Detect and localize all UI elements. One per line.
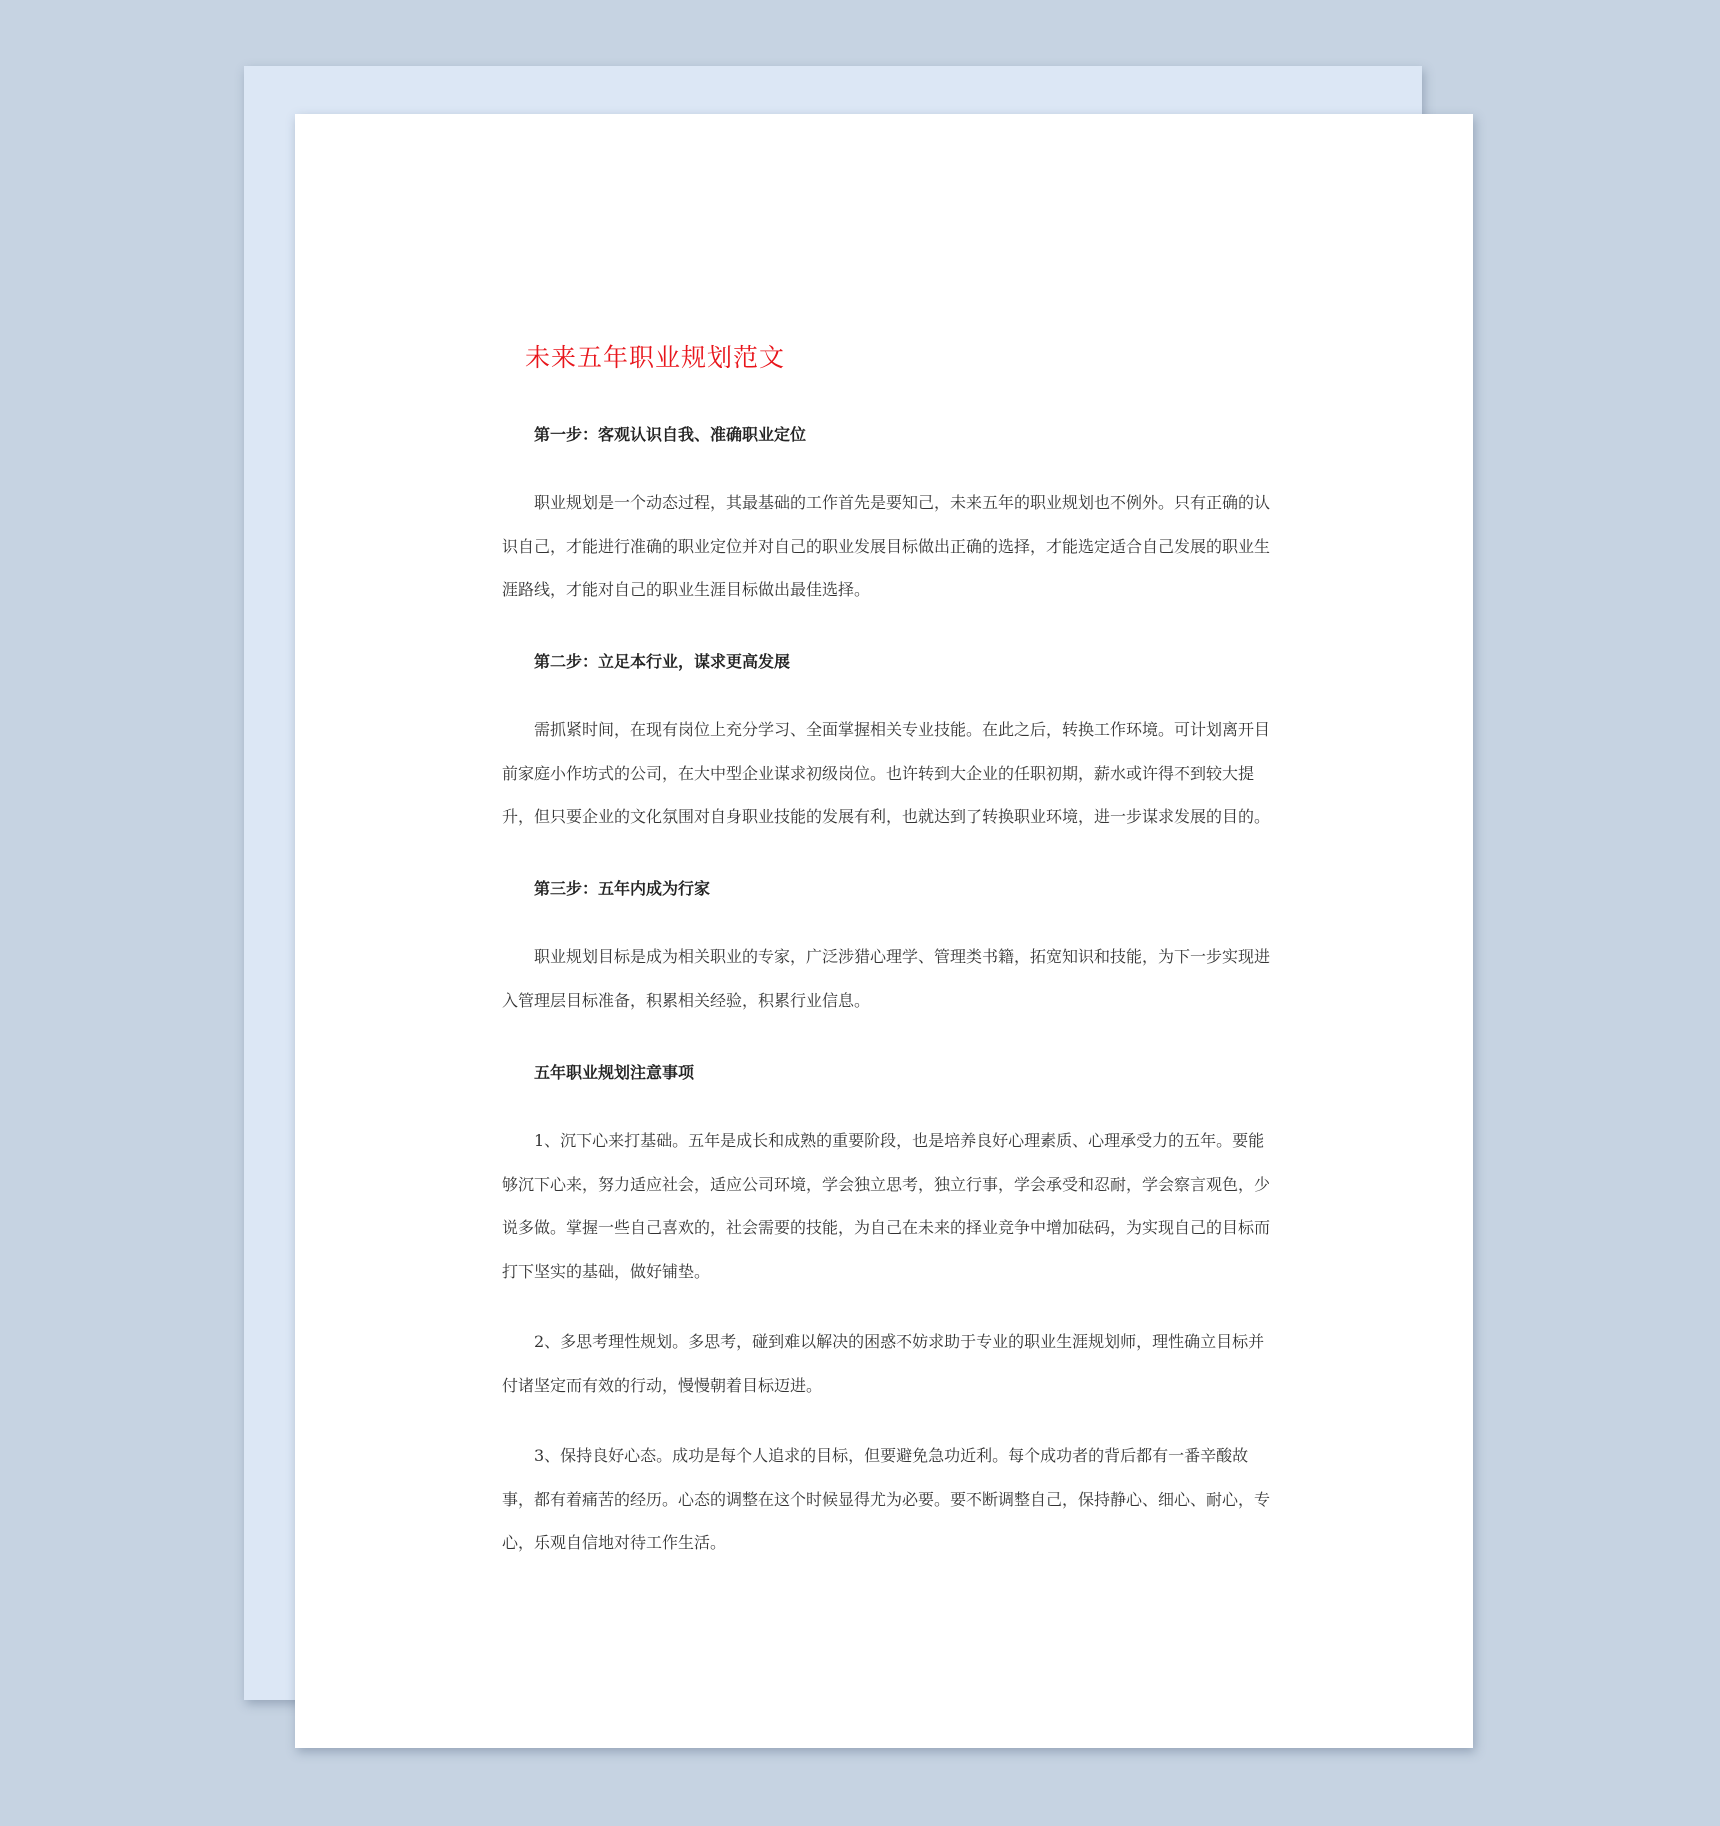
paragraph-step-2: 需抓紧时间，在现有岗位上充分学习、全面掌握相关专业技能。在此之后，转换工作环境。可计划离开目前家庭小作坊式的公司，在大中型企业谋求初级岗位。也许转到大企业的任职初期，薪水或许得不到较大提升，但只要企业的文化氛围对自身职业技能的发展有利，也就达到了转换职业环境，进一步谋求发展的目的。 [502,720,1271,826]
paragraph-note-1: 1、沉下心来打基础。五年是成长和成熟的重要阶段，也是培养良好心理素质、心理承受力的五年。要能够沉下心来，努力适应社会，适应公司环境，学会独立思考，独立行事，学会承受和忍耐，学会察言观色，少说多做。掌握一些自己喜欢的，社会需要的技能，为自己在未来的择业竞争中增加砝码，为实现自己的目标而打下坚实的基础，做好铺垫。 [502,1131,1271,1281]
section-heading-notes: 五年职业规划注意事项 [534,1063,695,1082]
paragraph-step-1: 职业规划是一个动态过程，其最基础的工作首先是要知己，未来五年的职业规划也不例外。只有正确的认识自己，才能进行准确的职业定位并对自己的职业发展目标做出正确的选择，才能选定适合自己发展的职业生涯路线，才能对自己的职业生涯目标做出最佳选择。 [502,493,1271,599]
section-heading-step-1: 第一步：客观认识自我、准确职业定位 [534,425,807,444]
document-title: 未来五年职业规划范文 [525,343,786,372]
paragraph-step-3: 职业规划目标是成为相关职业的专家，广泛涉猎心理学、管理类书籍，拓宽知识和技能，为下一步实现进入管理层目标准备，积累相关经验，积累行业信息。 [502,947,1271,1010]
document-page [295,114,1473,1748]
section-heading-step-2: 第二步：立足本行业，谋求更高发展 [534,652,791,671]
paragraph-note-2: 2、多思考理性规划。多思考，碰到难以解决的困惑不妨求助于专业的职业生涯规划师，理性确立目标并付诸坚定而有效的行动，慢慢朝着目标迈进。 [502,1332,1265,1395]
paragraph-note-3: 3、保持良好心态。成功是每个人追求的目标，但要避免急功近利。每个成功者的背后都有一番辛酸故事，都有着痛苦的经历。心态的调整在这个时候显得尤为必要。要不断调整自己，保持静心、细心、耐心，专心，乐观自信地对待工作生活。 [502,1446,1271,1552]
section-heading-step-3: 第三步：五年内成为行家 [534,879,711,898]
